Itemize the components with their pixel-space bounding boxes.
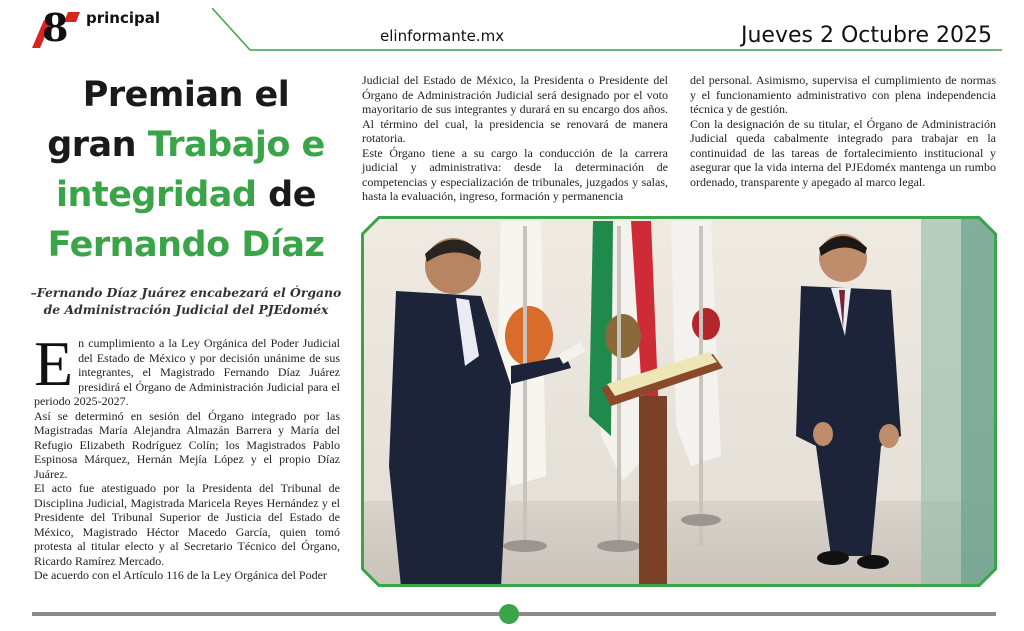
article-paragraph: del personal. Asimismo, supervisa el cumplimiento de normas y el funcionamiento administrativo con plena independencia técnica y de gestión.: [690, 73, 996, 116]
article-paragraph: De acuerdo con el Artículo 116 de la Ley Orgánica del Poder: [34, 568, 327, 582]
article-paragraph: Con la designación de su titular, el Órgano de Administración Judicial queda cabalmente integrado para trabajar en la continuidad de las tareas de fortalecimiento institucional y asegurar que la vida interna del PJEdoméx mantenga un rumbo ordenado, transparente y apegado al marco legal.: [690, 116, 996, 189]
article-column-middle: [362, 73, 668, 204]
headline-text-green: Trabajo e: [147, 125, 325, 165]
headline-line-3: [36, 170, 336, 220]
site-url[interactable]: elinformante.mx: [380, 27, 505, 45]
article-paragraph: El acto fue atestiguado por la Presidenta del Tribunal de Disciplina Judicial, Magistrada Maricela Reyes Hernández y el Presidente del Tribunal Superior de Justicia del Estado de México, Magistrado Héctor Macedo García, quien tomó protesta al titular electo y al Secretario Técnico del Órgano, Ricardo Ramírez Mercado.: [34, 481, 340, 568]
paragraph-text: n cumplimiento a la Ley Orgánica del Poder Judicial del Estado de México y por decisión unánime de sus integrantes, el Magistrado Fernando Díaz Juárez presidirá el Órgano de Administración Judicial para el periodo 2025-2027.: [34, 336, 340, 408]
swearing-in-photo: [361, 216, 997, 587]
article-paragraph: Este Órgano tiene a su cargo la conducción de la carrera judicial y administrativa: desde la determinación de competencias y especialización de tribunales, juzgados y salas, hasta la evaluación, ingreso, formación y permanencia: [362, 145, 668, 203]
footer-dot: [499, 604, 519, 624]
issue-date: Jueves 2 Octubre 2025: [741, 23, 992, 48]
page-number: 8: [42, 5, 69, 50]
subheadline: –Fernando Díaz Juárez encabezará el Órgano de Administración Judicial del PJEdoméx: [30, 285, 342, 317]
headline-text-dark: gran: [47, 125, 148, 165]
headline-line-2: [36, 120, 336, 170]
page-badge: [30, 6, 82, 50]
article-photo: [361, 216, 997, 587]
headline-text-green: integridad: [56, 175, 257, 215]
drop-cap: E: [34, 328, 74, 399]
section-name: principal: [86, 9, 160, 27]
headline-line-4: Fernando Díaz: [47, 225, 325, 265]
article-paragraph: Judicial del Estado de México, la Presidenta o Presidente del Órgano de Administración Judicial será designado por el voto mayoritario de sus integrantes y durará en su encargo dos años. Al término del cual, la presidencia se renovará de manera rotatoria.: [362, 73, 668, 145]
article-column-right: [690, 73, 996, 189]
headline-line-1: Premian el: [82, 75, 290, 115]
headline: [36, 70, 336, 270]
article-paragraph: Así se determinó en sesión del Órgano integrado por las Magistradas María Alejandra Almazán Barrera y María del Refugio Elizabeth Rodríguez Colín; los Magistrados Pablo Espinosa Márquez, Hernán Mejía López y el propio Díaz Juárez.: [34, 408, 340, 481]
headline-text-dark: de: [256, 175, 316, 215]
article-column-left: [34, 328, 340, 583]
article-paragraph: [34, 328, 340, 409]
